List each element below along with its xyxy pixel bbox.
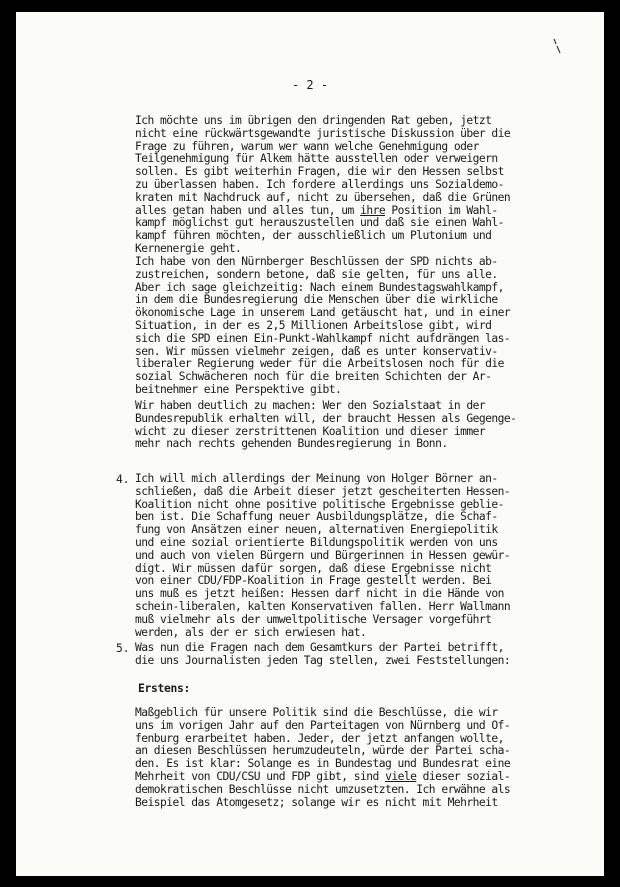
- text-line: kraten mit Nachdruck auf, nicht zu übersehen, daß die Grünen: [135, 190, 511, 204]
- text-segment: Position im Wahl-: [385, 203, 498, 217]
- text-line: uns muß es jetzt heißen: Hessen darf nicht in die Hände von: [135, 587, 504, 601]
- text-line: mehr nach rechts gehenden Bundesregierung in Bonn.: [135, 437, 448, 451]
- text-line: an diesen Beschlüssen herumzudeuteln, würde der Partei scha-: [135, 744, 511, 758]
- text-segment: Mehrheit von CDU/CSU und FDP gibt, sind: [135, 769, 386, 783]
- paragraph-5: [135, 642, 585, 668]
- text-line: muß vielmehr als der umweltpolitische Versager vorgeführt: [135, 612, 492, 626]
- paragraph-2: [135, 256, 585, 397]
- list-number-4: 4.: [116, 473, 130, 486]
- text-segment: dieser sozial-: [416, 769, 511, 783]
- text-line: ökonomische Lage in unserem Land getäuscht hat, und in einer: [135, 306, 511, 320]
- text-line: Beispiel das Atomgesetz; solange wir es nicht mit Mehrheit: [135, 795, 498, 809]
- text-line: von einer CDU/FDP-Koalition in Frage gestellt werden. Bei: [135, 574, 492, 588]
- text-line: zustreichen, sondern betone, daß sie gelten, für uns alle.: [135, 267, 498, 281]
- text-line: Wir haben deutlich zu machen: Wer den Sozialstaat in der: [135, 399, 486, 412]
- text-line: Situation, in der es 2,5 Millionen Arbeitslose gibt, wird: [135, 318, 492, 332]
- text-line: sozial Schwächeren noch für die breiten Schichten der Ar-: [135, 370, 492, 384]
- list-number-5: 5.: [116, 642, 130, 655]
- page-number: - 2 -: [291, 78, 329, 92]
- text-line: liberaler Regierung weder für die Arbeitslosen noch für die: [135, 357, 504, 371]
- text-line: digt. Wir müssen dafür sorgen, daß diese Ergebnisse nicht: [135, 561, 492, 575]
- text-line: werden, als der er sich erwiesen hat.: [135, 625, 367, 639]
- text-line: uns im vorigen Jahr auf den Parteitagen von Nürnberg und Of-: [135, 718, 511, 732]
- text-line: den. Es ist klar: Solange es in Bundestag und Bundesrat eine: [135, 757, 511, 771]
- underlined-word: ihre: [360, 203, 386, 217]
- text-line: fenburg erarbeitet haben. Jeder, der jetzt anfangen wollte,: [135, 731, 504, 745]
- text-line: Maßgeblich für unsere Politik sind die Beschlüsse, die wir: [135, 706, 498, 719]
- text-line: und auch von vielen Bürgern und Bürgerinnen in Hessen gewür-: [135, 548, 511, 562]
- text-line: Teilgenehmigung für Alkem hätte ausstellen oder verweigern: [135, 152, 498, 166]
- underlined-word: viele: [385, 769, 417, 783]
- section-heading: Erstens:: [138, 682, 191, 695]
- text-line: Ich möchte uns im übrigen den dringenden Rat geben, jetzt: [135, 114, 492, 127]
- text-line: die uns Journalisten jeden Tag stellen, zwei Feststellungen:: [135, 653, 511, 667]
- text-line: ben ist. Die Schaffung neuer Ausbildungsplätze, die Schaf-: [135, 510, 498, 524]
- text-line: Aber ich sage gleichzeitig: Nach einem Bundestagswahlkampf,: [135, 280, 504, 294]
- text-line: Koalition nicht ohne positive politische Ergebnisse geblie-: [135, 497, 504, 511]
- text-line: fung von Ansätzen einer neuen, alternativen Energiepolitik: [135, 523, 498, 537]
- text-line: schließen, daß die Arbeit dieser jetzt gescheiterten Hessen-: [135, 484, 511, 498]
- text-line: Bundesrepublik erhalten will, der braucht Hessen als Gegenge-: [135, 411, 517, 425]
- text-line: wicht zu dieser zerstrittenen Koalition und dieser immer: [135, 424, 486, 438]
- text-line: demokratischen Beschlüsse nicht umzusetzten. Ich erwähne als: [135, 782, 511, 796]
- text-line: Kernenergie geht.: [135, 241, 242, 255]
- text-line: sich die SPD einen Ein-Punkt-Wahlkampf nicht aufdrängen las-: [135, 331, 511, 345]
- text-line: zu überlassen haben. Ich fordere allerdings uns Sozialdemo-: [135, 177, 504, 191]
- text-line: beitnehmer eine Perspektive gibt.: [135, 382, 342, 396]
- text-line: Ich will mich allerdings der Meinung von Holger Börner an-: [135, 472, 498, 485]
- text-line: Ich habe von den Nürnberger Beschlüssen der SPD nichts ab-: [135, 255, 498, 268]
- text-line: Was nun die Fragen nach dem Gesamtkurs der Partei betrifft,: [135, 641, 504, 654]
- paragraph-4: [135, 473, 585, 639]
- text-line: Frage zu führen, warum wer wann welche Genehmigung oder: [135, 139, 479, 153]
- pen-mark: [552, 38, 562, 54]
- text-line: schein-liberalen, kalten Konservativen fallen. Herr Wallmann: [135, 599, 511, 613]
- text-line: nicht eine rückwärtsgewandte juristische Diskussion über die: [135, 126, 511, 140]
- text-line: [135, 771, 585, 784]
- text-line: kampf führen möchten, der ausschließlich um Plutonium und: [135, 229, 492, 243]
- text-segment: alles getan haben und alles tun, um: [135, 203, 361, 217]
- paragraph-6: [135, 707, 585, 809]
- paragraph-1: [135, 115, 585, 256]
- paragraph-3: [135, 400, 585, 451]
- document-page: [16, 12, 604, 876]
- text-line: sen. Wir müssen vielmehr zeigen, daß es unter konservativ-: [135, 344, 498, 358]
- text-line: kampf möglichst gut herauszustellen und daß sie einen Wahl-: [135, 216, 504, 230]
- text-line: sollen. Es gibt weiterhin Fragen, die wir den Hessen selbst: [135, 165, 504, 179]
- text-line: in dem die Bundesregierung die Menschen über die wirkliche: [135, 293, 498, 307]
- text-line: und eine sozial orientierte Bildungspolitik werden von uns: [135, 535, 498, 549]
